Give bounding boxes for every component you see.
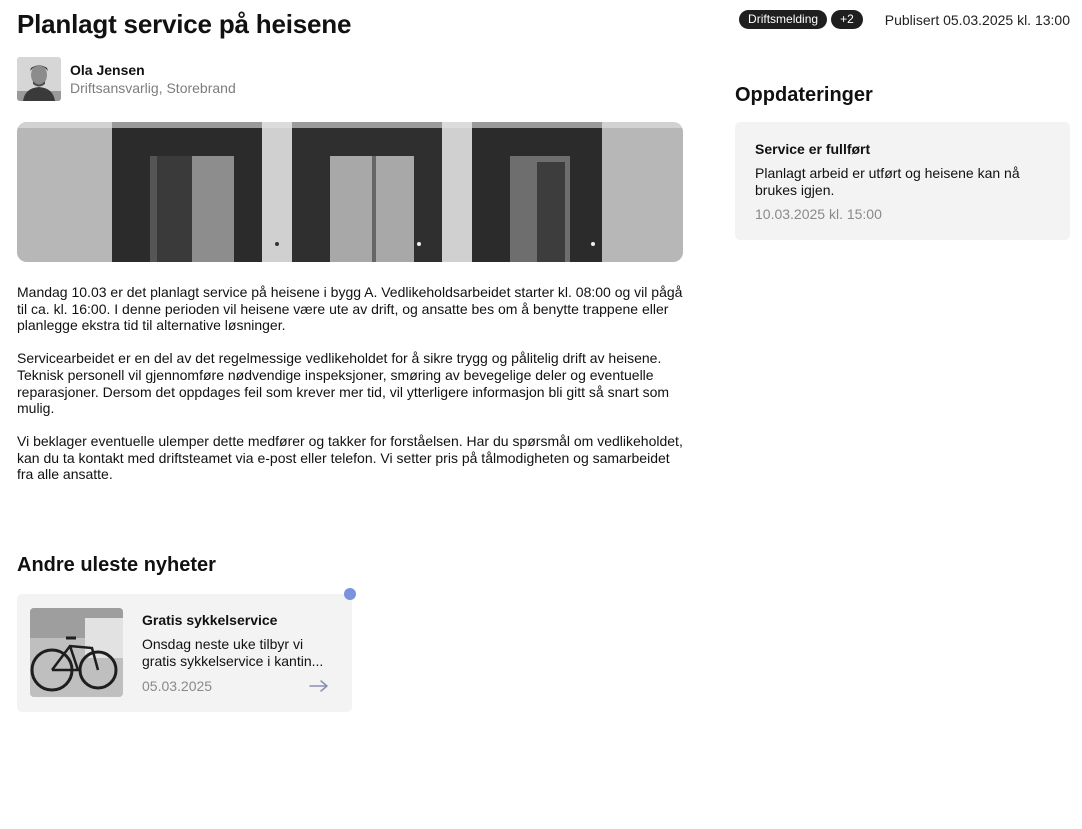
other-news-heading: Andre uleste nyheter: [17, 554, 216, 576]
tag-driftsmelding[interactable]: Driftsmelding: [739, 10, 827, 29]
unread-indicator: [344, 588, 356, 600]
avatar: [17, 57, 61, 101]
author-block: [17, 57, 236, 101]
hero-image-elevators: [17, 122, 683, 262]
update-text: Planlagt arbeid er utført og heisene kan nå brukes igjen.: [755, 165, 1020, 198]
news-card[interactable]: [17, 594, 352, 712]
article-title: Planlagt service på heisene: [17, 9, 352, 39]
news-date: 05.03.2025: [142, 678, 213, 694]
article-body: [17, 284, 687, 499]
news-title: Gratis sykkelservice: [142, 612, 278, 628]
tag-more-count[interactable]: +2: [831, 10, 863, 29]
update-date: 10.03.2025 kl. 15:00: [755, 206, 882, 222]
article-meta: [739, 10, 1070, 29]
author-name: Ola Jensen: [70, 62, 145, 78]
article-paragraph: Mandag 10.03 er det planlagt service på heisene i bygg A. Vedlikeholdsarbeidet starter kl. 08:00 og vil pågå til ca. kl. 16:00. I denne perioden vil heisene være ute av drift, og ansatte bes om å benytte trappene eller planlegge ekstra tid til alternative løsninger.: [17, 284, 683, 334]
update-card: [735, 122, 1070, 240]
update-title: Service er fullført: [755, 141, 871, 157]
article-paragraph: Servicearbeidet er en del av det regelmessige vedlikeholdet for å sikre trygg og pålitelig drift av heisene. Teknisk personell vil gjennomføre nødvendige inspeksjoner, smøring av bevegelige deler og eventuelle reparasjoner. Dersom det oppdages feil som krever mer tid, vil ytterligere informasjon bli gitt så snart som mulig.: [17, 350, 670, 417]
author-role: Driftsansvarlig, Storebrand: [70, 80, 236, 96]
news-thumbnail-bicycle: [30, 608, 123, 697]
updates-heading: Oppdateringer: [735, 84, 873, 106]
article-paragraph: Vi beklager eventuelle ulemper dette medfører og takker for forståelsen. Har du spørsmål om vedlikeholdet, kan du ta kontakt med driftsteamet via e-post eller telefon. Vi setter pris på tålmodigheten og samarbeidet fra alle ansatte.: [17, 432, 683, 483]
published-date: Publisert 05.03.2025 kl. 13:00: [884, 11, 1070, 28]
arrow-right-icon[interactable]: [309, 678, 329, 694]
news-excerpt: Onsdag neste uke tilbyr vi gratis sykkelservice i kantin...: [142, 636, 324, 669]
